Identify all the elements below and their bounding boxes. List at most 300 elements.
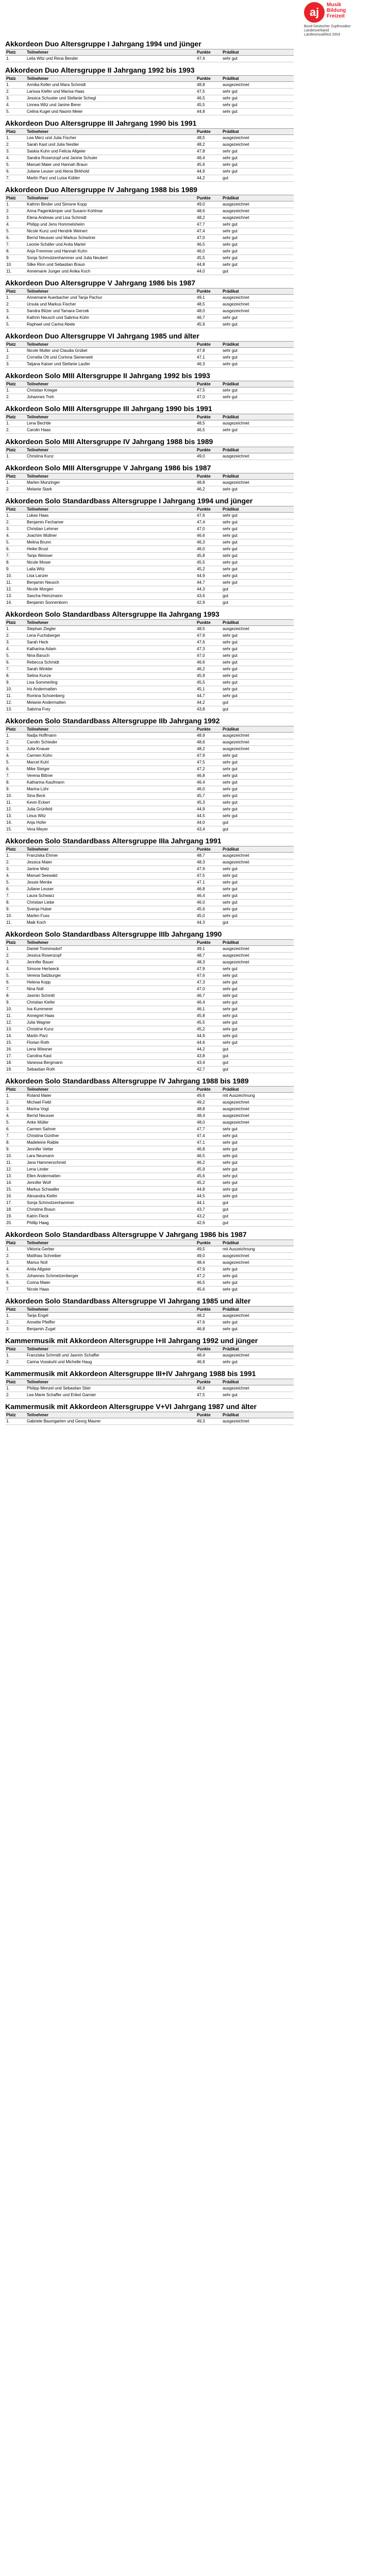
header-points: Punkte (197, 1347, 211, 1351)
cell-rating: sehr gut (223, 873, 238, 878)
cell-rating: sehr gut (223, 560, 238, 565)
results-section (5, 1231, 366, 1293)
table-row (5, 1273, 294, 1280)
header-rating: Prädikat (223, 507, 239, 512)
table-row (5, 148, 294, 155)
cell-place: 8. (6, 673, 10, 678)
header-place: Platz (6, 415, 16, 419)
cell-name: Sarah Winkler (27, 667, 53, 671)
table-row (5, 1385, 294, 1392)
header-name: Teilnehmer (27, 1347, 49, 1351)
cell-points: 46,5 (197, 96, 205, 100)
section-title: Akkordeon Duo Altersgruppe I Jahrgang 1994 und jünger (5, 40, 201, 48)
cell-name: Carolin Haas (27, 428, 51, 432)
table-row (5, 566, 294, 573)
table-row (5, 420, 294, 427)
cell-name: Celina Kugel und Naomi Meier (27, 109, 83, 114)
results-table (5, 49, 294, 62)
table-row (5, 1153, 294, 1160)
cell-place: 5. (6, 653, 10, 658)
section-title: Akkordeon Duo Altersgruppe III Jahrgang 1990 bis 1991 (5, 119, 197, 127)
cell-rating: gut (223, 269, 229, 274)
table-header (5, 381, 294, 387)
cell-name: Romina Schoenberg (27, 693, 64, 698)
cell-points: 44,9 (197, 573, 205, 578)
cell-name: Rebecca Schmidt (27, 660, 59, 665)
cell-points: 46,2 (197, 667, 205, 671)
header-place: Platz (6, 1380, 16, 1384)
results-table (5, 939, 294, 1073)
cell-place: 4. (6, 533, 10, 538)
cell-rating: sehr gut (223, 1000, 238, 1005)
cell-rating: sehr gut (223, 687, 238, 691)
cell-name: Helena Kopp (27, 980, 51, 985)
logo-sub-2: Landesverband (304, 29, 329, 32)
cell-rating: sehr gut (223, 262, 238, 267)
header-name: Teilnehmer (27, 342, 49, 347)
cell-rating: sehr gut (223, 1187, 238, 1192)
organization-logo (304, 2, 366, 37)
cell-name: Lea Merz und Julia Fischer (27, 135, 77, 140)
cell-place: 7. (6, 176, 10, 180)
cell-rating: sehr gut (223, 1274, 238, 1278)
results-section (5, 66, 366, 115)
header-place: Platz (6, 474, 16, 479)
cell-points: 48,8 (197, 480, 205, 485)
header-place: Platz (6, 1241, 16, 1245)
results-section (5, 438, 366, 460)
table-row (5, 1006, 294, 1013)
cell-name: Saskia Kuhn und Felicia Allgeier (27, 149, 86, 154)
table-row (5, 879, 294, 886)
table-row (5, 453, 294, 460)
table-row (5, 666, 294, 673)
header-place: Platz (6, 196, 16, 200)
table-row (5, 793, 294, 800)
header-points: Punkte (197, 129, 211, 134)
cell-points: 49,3 (197, 1419, 205, 1423)
cell-name: Jennifer Vetter (27, 1147, 54, 1151)
cell-name: Kathrin Neusch und Sabrina Kühn (27, 315, 89, 320)
results-table (5, 1346, 294, 1366)
cell-rating: sehr gut (223, 388, 238, 393)
table-row (5, 633, 294, 639)
cell-place: 14. (6, 820, 12, 825)
cell-name: Melanie Stark (27, 487, 52, 492)
results-table (5, 1240, 294, 1293)
cell-rating: gut (223, 920, 229, 925)
cell-place: 17. (6, 1054, 12, 1058)
results-table (5, 846, 294, 926)
cell-points: 47,5 (197, 873, 205, 878)
cell-place: 8. (6, 993, 10, 998)
cell-name: Sarah Heck (27, 640, 48, 645)
cell-name: Iris Andermatten (27, 687, 57, 691)
page-header (5, 0, 366, 36)
table-row (5, 859, 294, 866)
section-title: Akkordeon Solo Standardbass Altersgruppe IIIa Jahrgang 1991 (5, 837, 222, 845)
table-row (5, 1319, 294, 1326)
table-row (5, 759, 294, 766)
cell-points: 47,7 (197, 1127, 205, 1131)
header-rating: Prädikat (223, 289, 239, 294)
results-table (5, 447, 294, 460)
cell-rating: sehr gut (223, 1013, 238, 1018)
cell-points: 46,8 (197, 887, 205, 891)
cell-points: 49,5 (197, 1247, 205, 1251)
cell-name: Svenja Huber (27, 907, 52, 911)
table-row (5, 155, 294, 162)
table-row (5, 999, 294, 1006)
table-row (5, 321, 294, 328)
cell-name: Sonja Schmotzenhammer und Julia Neubert (27, 256, 108, 260)
cell-points: 44,0 (197, 269, 205, 274)
cell-place: 1. (6, 733, 10, 738)
cell-name: Lukas Haas (27, 513, 49, 518)
cell-place: 17. (6, 1200, 12, 1205)
results-section (5, 497, 366, 606)
cell-place: 4. (6, 103, 10, 107)
cell-name: Lisa Lanzer (27, 573, 48, 578)
table-row (5, 394, 294, 401)
cell-name: Tanja Weisser (27, 553, 53, 558)
cell-rating: sehr gut (223, 553, 238, 558)
cell-rating: sehr gut (223, 355, 238, 360)
cell-rating: sehr gut (223, 787, 238, 791)
table-row (5, 1213, 294, 1220)
header-name: Teilnehmer (27, 1380, 49, 1384)
cell-place: 5. (6, 162, 10, 167)
header-rating: Prädikat (223, 1087, 239, 1092)
cell-name: Johannes Schmetzenberger (27, 1274, 79, 1278)
cell-rating: sehr gut (223, 395, 238, 399)
cell-place: 5. (6, 973, 10, 978)
cell-points: 45,5 (197, 256, 205, 260)
table-row (5, 573, 294, 580)
cell-name: Christian Kiefer (27, 1000, 55, 1005)
results-table (5, 1086, 294, 1227)
cell-rating: ausgezeichnet (223, 747, 249, 751)
cell-points: 48,8 (197, 82, 205, 87)
cell-place: 13. (6, 707, 12, 711)
cell-points: 48,9 (197, 1386, 205, 1391)
cell-rating: sehr gut (223, 1040, 238, 1045)
cell-place: 6. (6, 169, 10, 174)
cell-name: Katrin Fleck (27, 1214, 49, 1218)
cell-points: 46,5 (197, 1154, 205, 1158)
results-section (5, 186, 366, 275)
cell-points: 48,3 (197, 960, 205, 964)
section-title: Akkordeon Solo Standardbass Altersgruppe I Jahrgang 1994 und jünger (5, 497, 253, 505)
cell-points: 47,5 (197, 89, 205, 94)
cell-points: 45,8 (197, 553, 205, 558)
cell-rating: ausgezeichnet (223, 953, 249, 958)
cell-rating: ausgezeichnet (223, 295, 249, 300)
cell-rating: ausgezeichnet (223, 209, 249, 213)
table-row (5, 806, 294, 813)
cell-rating: sehr gut (223, 1133, 238, 1138)
header-place: Platz (6, 940, 16, 945)
cell-name: Jana Hammerschmid (27, 1160, 66, 1165)
cell-name: Ina Kummerer (27, 1007, 53, 1011)
table-row (5, 1173, 294, 1180)
table-header (5, 1240, 294, 1246)
cell-name: Sabrina Frey (27, 707, 50, 711)
cell-rating: ausgezeichnet (223, 1353, 249, 1358)
cell-name: Nicole Morgen (27, 587, 54, 591)
cell-name: Julia Wagner (27, 1020, 51, 1025)
header-points: Punkte (197, 382, 211, 386)
cell-place: 11. (6, 920, 12, 925)
cell-name: Lisa Sommerling (27, 680, 58, 685)
cell-place: 4. (6, 753, 10, 758)
cell-name: Manuel Maier und Hannah Braun (27, 162, 88, 167)
cell-place: 2. (6, 1320, 10, 1325)
header-rating: Prädikat (223, 50, 239, 55)
cell-place: 2. (6, 428, 10, 432)
cell-name: Christina Günther (27, 1133, 59, 1138)
header-points: Punkte (197, 727, 211, 732)
cell-rating: sehr gut (223, 109, 238, 114)
table-row (5, 102, 294, 109)
cell-rating: ausgezeichnet (223, 740, 249, 744)
cell-name: Leila Witz und Rena Bender (27, 56, 78, 61)
table-row (5, 1326, 294, 1333)
table-row (5, 1260, 294, 1266)
cell-name: Mike Steiger (27, 767, 50, 771)
cell-name: Jessica Schuster und Stefanie Schegl (27, 96, 96, 100)
cell-rating: sehr gut (223, 567, 238, 571)
cell-place: 5. (6, 229, 10, 233)
table-row (5, 686, 294, 693)
cell-name: Philipp Menzel und Sebastian Stier (27, 1386, 91, 1391)
cell-place: 9. (6, 1147, 10, 1151)
cell-name: Cornelia Ott und Corinna Sienerweit (27, 355, 93, 360)
cell-points: 47,9 (197, 753, 205, 758)
cell-points: 44,2 (197, 176, 205, 180)
cell-place: 8. (6, 900, 10, 905)
cell-place: 10. (6, 793, 12, 798)
header-rating: Prädikat (223, 1380, 239, 1384)
cell-rating: sehr gut (223, 867, 238, 871)
header-points: Punkte (197, 342, 211, 347)
table-header (5, 76, 294, 82)
logo-subtext (304, 25, 366, 37)
table-row (5, 168, 294, 175)
cell-place: 2. (6, 520, 10, 524)
header-place: Platz (6, 1307, 16, 1312)
table-header (5, 620, 294, 626)
cell-points: 45,9 (197, 1167, 205, 1172)
cell-name: Carina Vosskuhl und Michelle Haug (27, 1360, 92, 1364)
cell-place: 3. (6, 960, 10, 964)
cell-points: 46,5 (197, 1280, 205, 1285)
table-row (5, 1160, 294, 1166)
cell-place: 19. (6, 1214, 12, 1218)
cell-points: 44,1 (197, 1200, 205, 1205)
cell-rating: sehr gut (223, 1393, 238, 1397)
cell-name: Lena Bechtle (27, 421, 51, 426)
cell-rating: gut (223, 587, 229, 591)
cell-place: 3. (6, 1260, 10, 1265)
cell-points: 47,0 (197, 987, 205, 991)
table-row (5, 1207, 294, 1213)
table-row (5, 746, 294, 753)
cell-points: 49,0 (197, 1253, 205, 1258)
table-row (5, 1187, 294, 1193)
table-row (5, 700, 294, 706)
results-section (5, 332, 366, 368)
cell-name: Roland Maier (27, 1093, 52, 1098)
cell-rating: sehr gut (223, 428, 238, 432)
table-row (5, 387, 294, 394)
cell-points: 46,0 (197, 787, 205, 791)
section-title: Akkordeon Solo MIII Altersgruppe IV Jahrgang 1988 bis 1989 (5, 437, 213, 446)
header-name: Teilnehmer (27, 415, 49, 419)
table-row (5, 773, 294, 779)
header-place: Platz (6, 76, 16, 81)
table-header (5, 447, 294, 453)
cell-points: 46,0 (197, 900, 205, 905)
cell-points: 43,6 (197, 594, 205, 598)
header-rating: Prädikat (223, 1307, 239, 1312)
cell-place: 11. (6, 1160, 12, 1165)
table-row (5, 1246, 294, 1253)
header-name: Teilnehmer (27, 1087, 49, 1092)
cell-name: Sascha Heinzmann (27, 594, 63, 598)
cell-place: 10. (6, 262, 12, 267)
table-header (5, 1379, 294, 1385)
cell-rating: sehr gut (223, 900, 238, 905)
cell-rating: sehr gut (223, 1027, 238, 1031)
cell-rating: ausgezeichnet (223, 1386, 249, 1391)
cell-rating: ausgezeichnet (223, 733, 249, 738)
table-row (5, 533, 294, 539)
cell-place: 7. (6, 553, 10, 558)
cell-name: Simone Hertweck (27, 967, 59, 971)
cell-name: Kevin Eckert (27, 800, 50, 805)
cell-rating: sehr gut (223, 1174, 238, 1178)
cell-points: 46,4 (197, 893, 205, 898)
section-title: Akkordeon Solo MIII Altersgruppe II Jahrgang 1992 bis 1993 (5, 371, 210, 380)
results-section (5, 1370, 366, 1399)
table-row (5, 1286, 294, 1293)
cell-place: 1. (6, 513, 10, 518)
cell-points: 46,7 (197, 315, 205, 320)
results-section (5, 405, 366, 434)
cell-rating: sehr gut (223, 315, 238, 320)
cell-rating: sehr gut (223, 880, 238, 885)
table-header (5, 195, 294, 201)
cell-rating: sehr gut (223, 1180, 238, 1185)
header-rating: Prädikat (223, 940, 239, 945)
cell-rating: ausgezeichnet (223, 960, 249, 964)
cell-rating: ausgezeichnet (223, 302, 249, 307)
section-title: Akkordeon Solo Standardbass Altersgruppe V Jahrgang 1986 bis 1987 (5, 1230, 247, 1239)
header-rating: Prädikat (223, 1347, 239, 1351)
cell-name: Lea Marie Schaffer und Erikel Garnier (27, 1393, 96, 1397)
cell-place: 5. (6, 1274, 10, 1278)
results-page (5, 0, 366, 1425)
cell-place: 13. (6, 1027, 12, 1031)
header-place: Platz (6, 342, 16, 347)
cell-rating: sehr gut (223, 256, 238, 260)
header-name: Teilnehmer (27, 620, 49, 625)
cell-place: 3. (6, 362, 10, 366)
cell-points: 48,0 (197, 1120, 205, 1125)
cell-rating: sehr gut (223, 1154, 238, 1158)
table-row (5, 1280, 294, 1286)
results-section (5, 120, 366, 182)
logo-text (327, 2, 366, 19)
cell-rating: sehr gut (223, 640, 238, 645)
cell-place: 7. (6, 987, 10, 991)
cell-name: Carmen Kühn (27, 753, 53, 758)
cell-place: 5. (6, 322, 10, 327)
cell-points: 45,1 (197, 687, 205, 691)
table-row (5, 1113, 294, 1120)
cell-name: Nicole Moser (27, 560, 51, 565)
cell-rating: sehr gut (223, 893, 238, 898)
cell-name: Nadja Hoffmann (27, 733, 57, 738)
cell-name: Janine Welz (27, 867, 49, 871)
cell-points: 46,0 (197, 249, 205, 253)
header-rating: Prädikat (223, 474, 239, 479)
cell-points: 48,8 (197, 1107, 205, 1111)
cell-rating: ausgezeichnet (223, 1107, 249, 1111)
cell-points: 47,6 (197, 973, 205, 978)
table-row (5, 600, 294, 606)
cell-place: 8. (6, 560, 10, 565)
cell-rating: sehr gut (223, 973, 238, 978)
header-place: Platz (6, 620, 16, 625)
header-points: Punkte (197, 620, 211, 625)
header-points: Punkte (197, 76, 211, 81)
results-list (5, 40, 366, 1425)
cell-name: Alexandra Kiefer (27, 1194, 58, 1198)
cell-name: Christian Liebe (27, 900, 55, 905)
cell-name: Lena Fuchsberger (27, 633, 60, 638)
cell-points: 43,2 (197, 1214, 205, 1218)
cell-points: 44,8 (197, 262, 205, 267)
table-row (5, 973, 294, 979)
cell-name: Anna Pagenkämper und Susann Kohlmar (27, 209, 103, 213)
table-row (5, 546, 294, 553)
table-row (5, 315, 294, 321)
cell-place: 7. (6, 242, 10, 247)
cell-place: 6. (6, 235, 10, 240)
cell-points: 44,7 (197, 580, 205, 585)
cell-place: 8. (6, 249, 10, 253)
cell-name: Corina Maier (27, 1280, 50, 1285)
cell-points: 44,7 (197, 693, 205, 698)
table-row (5, 653, 294, 659)
section-title: Akkordeon Solo MIII Altersgruppe V Jahrgang 1986 bis 1987 (5, 464, 211, 472)
table-row (5, 301, 294, 308)
cell-place: 1. (6, 853, 10, 858)
cell-name: Lara Neumann (27, 1154, 54, 1158)
cell-points: 47,5 (197, 760, 205, 765)
table-row (5, 866, 294, 873)
results-table (5, 341, 294, 368)
cell-place: 2. (6, 89, 10, 94)
table-row (5, 162, 294, 168)
table-row (5, 813, 294, 820)
cell-rating: sehr gut (223, 814, 238, 818)
header-name: Teilnehmer (27, 196, 49, 200)
header-place: Platz (6, 1413, 16, 1417)
header-points: Punkte (197, 415, 211, 419)
